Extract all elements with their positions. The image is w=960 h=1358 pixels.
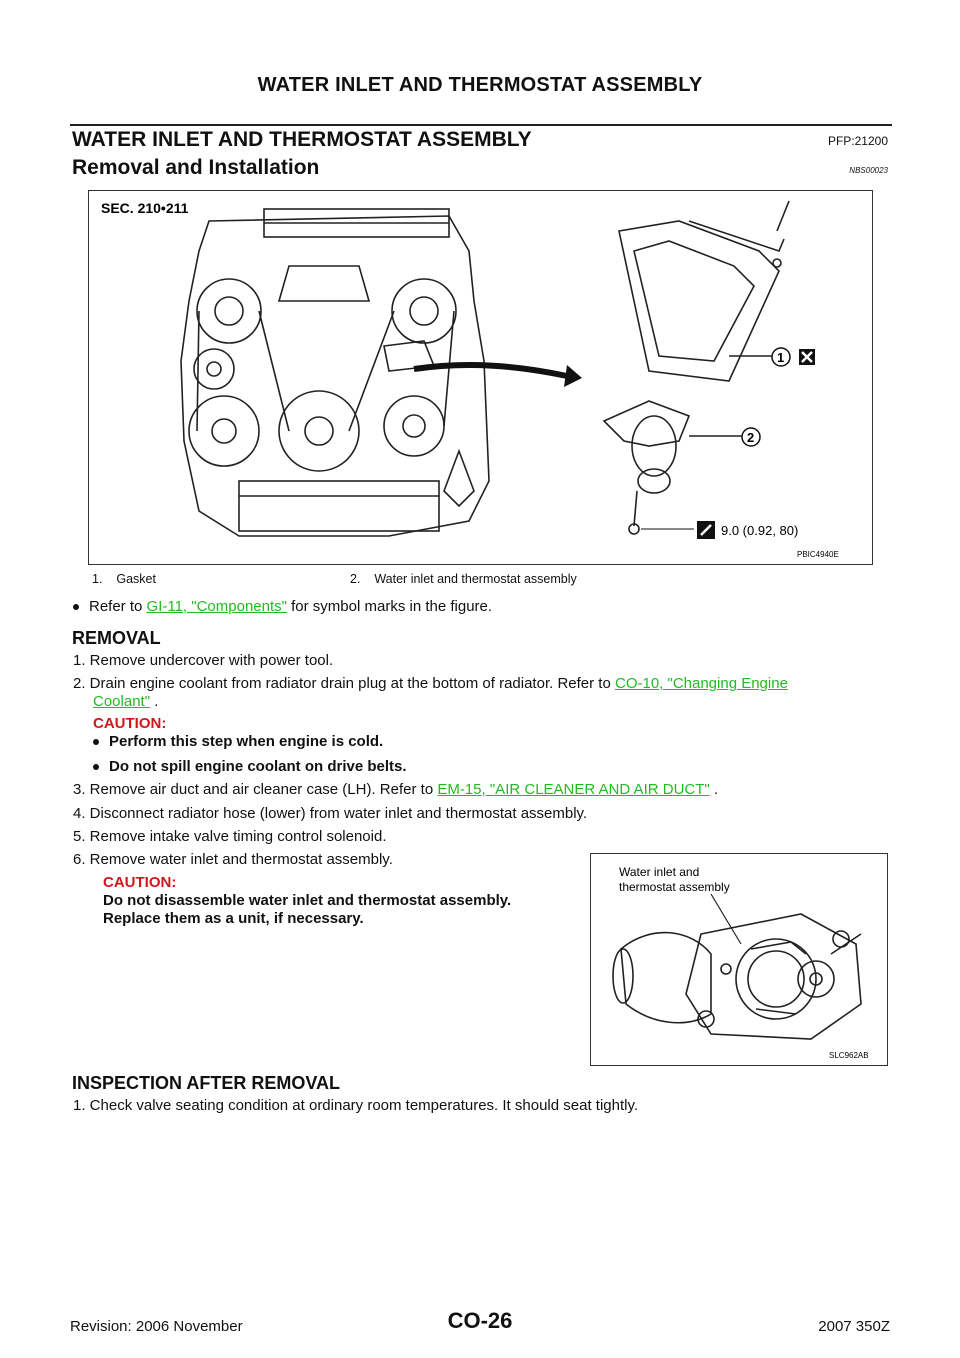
bullet-icon (73, 604, 79, 610)
removal-step-6: 6. Remove water inlet and thermostat assembly. (73, 851, 393, 868)
engine-figure (88, 190, 873, 565)
removal-step-3: 3. Remove air duct and air cleaner case (LH). Refer to EM-15, "AIR CLEANER AND AIR DUCT" . (73, 781, 719, 798)
figure2-label-1: Water inlet and (619, 865, 700, 879)
sec-label: SEC. 210•211 (101, 200, 189, 216)
caption-2 (350, 572, 577, 586)
figure1-code: PBIC4940E (797, 550, 839, 559)
thermostat-diagram (591, 854, 887, 1065)
link-co-10-cont[interactable]: Coolant" (93, 693, 151, 710)
caption-2-text: Water inlet and thermostat assembly (374, 572, 577, 586)
link-co-10[interactable]: CO-10, "Changing Engine (614, 675, 788, 692)
gasket-thermostat-illustration (604, 201, 789, 534)
running-header: WATER INLET AND THERMOSTAT ASSEMBLY (257, 74, 703, 96)
pfp-code: PFP:21200 (827, 134, 888, 148)
removal-step-1: 1. Remove undercover with power tool. (73, 652, 334, 669)
thermostat-illustration (613, 914, 861, 1039)
caution2-line-1: Do not disassemble water inlet and thermostat assembly. (103, 892, 512, 909)
thermostat-figure (590, 853, 888, 1066)
footer-revision: Revision: 2006 November (70, 1318, 243, 1335)
link-em-15[interactable]: EM-15, "AIR CLEANER AND AIR DUCT" (437, 781, 710, 798)
callout-1: 1 (777, 350, 785, 365)
caution-item-1: Perform this step when engine is cold. (93, 733, 383, 751)
link-gi-11[interactable]: GI-11, "Components" (146, 598, 287, 615)
caution2-line-2: Replace them as a unit, if necessary. (103, 910, 364, 927)
reference-code: NBS00023 (849, 166, 888, 175)
caption-1-num: 1. (92, 572, 103, 586)
caution-label: CAUTION: (93, 715, 167, 732)
pointer-arrow (414, 365, 567, 376)
callout-2: 2 (747, 430, 755, 445)
engine-diagram (89, 191, 872, 564)
removal-step-2-cont: Coolant" . (93, 693, 159, 710)
inspection-heading: INSPECTION AFTER REMOVAL (72, 1073, 341, 1093)
removal-step-2: 2. Drain engine coolant from radiator drain plug at the bottom of radiator. Refer to CO-10, "Changing Engine (73, 675, 788, 692)
section-title: WATER INLET AND THERMOSTAT ASSEMBLY (72, 128, 532, 151)
bullet-icon (93, 764, 99, 770)
header-rule (70, 124, 892, 126)
footer-page-number: CO-26 (447, 1308, 513, 1333)
figure2-label-2: thermostat assembly (619, 880, 730, 894)
inspection-step-1: 1. Check valve seating condition at ordinary room temperatures. It should seat tightly. (73, 1097, 639, 1114)
footer-model: 2007 350Z (818, 1318, 890, 1335)
torque-value: 9.0 (0.92, 80) (721, 523, 799, 538)
figure2-code: SLC962AB (829, 1051, 869, 1060)
caption-1 (92, 572, 156, 586)
symbol-note: Refer to GI-11, "Components" for symbol marks in the figure. (73, 598, 492, 616)
section-subtitle: Removal and Installation (72, 156, 320, 179)
caption-2-num: 2. (350, 572, 361, 586)
removal-step-5: 5. Remove intake valve timing control solenoid. (73, 828, 387, 845)
caution-item-2: Do not spill engine coolant on drive belts. (93, 758, 407, 776)
caption-1-text: Gasket (116, 572, 156, 586)
removal-step-4: 4. Disconnect radiator hose (lower) from water inlet and thermostat assembly. (73, 805, 588, 822)
removal-heading: REMOVAL (72, 628, 161, 648)
bullet-icon (93, 739, 99, 745)
engine-illustration (181, 209, 489, 536)
caution2-label: CAUTION: (103, 874, 177, 891)
